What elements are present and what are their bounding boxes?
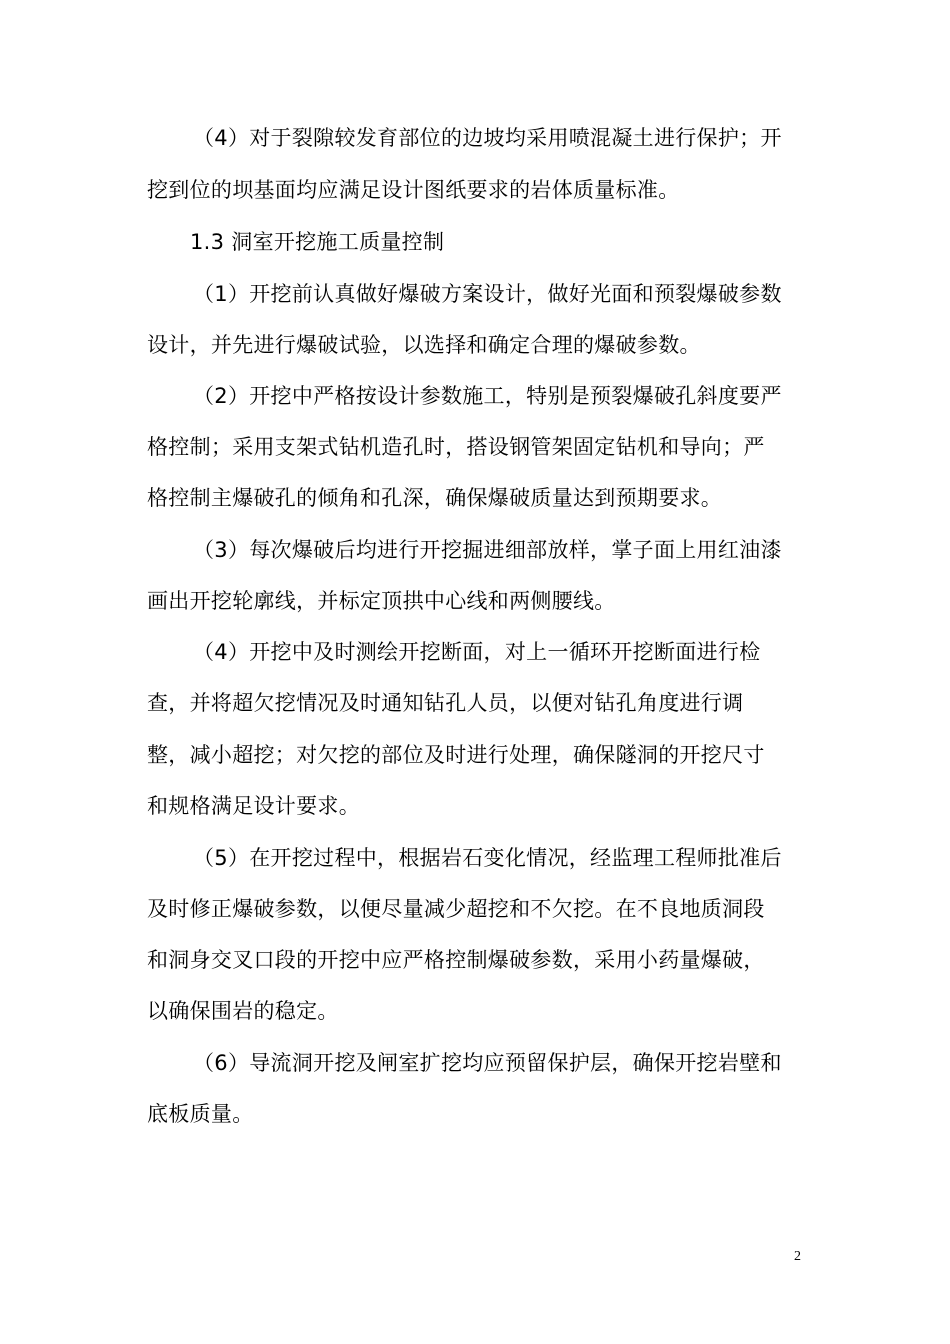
item-5-line-2: 及时修正爆破参数，以便尽量减少超挖和不欠挖。在不良地质洞段	[147, 897, 765, 921]
item-6-line-2: 底板质量。	[147, 1102, 254, 1126]
item-2-line-3: 格控制主爆破孔的倾角和孔深，确保爆破质量达到预期要求。	[147, 486, 723, 510]
item-6-line-1: （6）导流洞开挖及闸室扩挖均应预留保护层，确保开挖岩壁和	[193, 1051, 782, 1075]
page-number: 2	[794, 1249, 801, 1264]
item-4-line-4: 和规格满足设计要求。	[147, 794, 360, 818]
item-4-line-2: 查，并将超欠挖情况及时通知钻孔人员，以便对钻孔角度进行调	[147, 691, 744, 715]
item-5-line-1: （5）在开挖过程中，根据岩石变化情况，经监理工程师批准后	[193, 846, 782, 870]
section-heading: 1.3 洞室开挖施工质量控制	[190, 230, 445, 254]
item-2-line-2: 格控制；采用支架式钻机造孔时，搭设钢管架固定钻机和导向；严	[147, 435, 765, 459]
item-5-line-3: 和洞身交叉口段的开挖中应严格控制爆破参数，采用小药量爆破，	[147, 948, 765, 972]
paragraph-4-line-1: （4）对于裂隙较发育部位的边坡均采用喷混凝土进行保护；开	[193, 126, 782, 150]
item-1-line-1: （1）开挖前认真做好爆破方案设计，做好光面和预裂爆破参数	[193, 282, 782, 306]
item-2-line-1: （2）开挖中严格按设计参数施工，特别是预裂爆破孔斜度要严	[193, 384, 782, 408]
item-5-line-4: 以确保围岩的稳定。	[147, 999, 339, 1023]
item-3-line-1: （3）每次爆破后均进行开挖掘进细部放样，掌子面上用红油漆	[193, 538, 782, 562]
item-1-line-2: 设计，并先进行爆破试验，以选择和确定合理的爆破参数。	[147, 333, 701, 357]
item-4-line-1: （4）开挖中及时测绘开挖断面，对上一循环开挖断面进行检	[193, 640, 761, 664]
paragraph-4-line-2: 挖到位的坝基面均应满足设计图纸要求的岩体质量标准。	[147, 178, 680, 202]
item-3-line-2: 画出开挖轮廓线，并标定顶拱中心线和两侧腰线。	[147, 589, 616, 613]
item-4-line-3: 整，减小超挖；对欠挖的部位及时进行处理，确保隧洞的开挖尺寸	[147, 743, 765, 767]
